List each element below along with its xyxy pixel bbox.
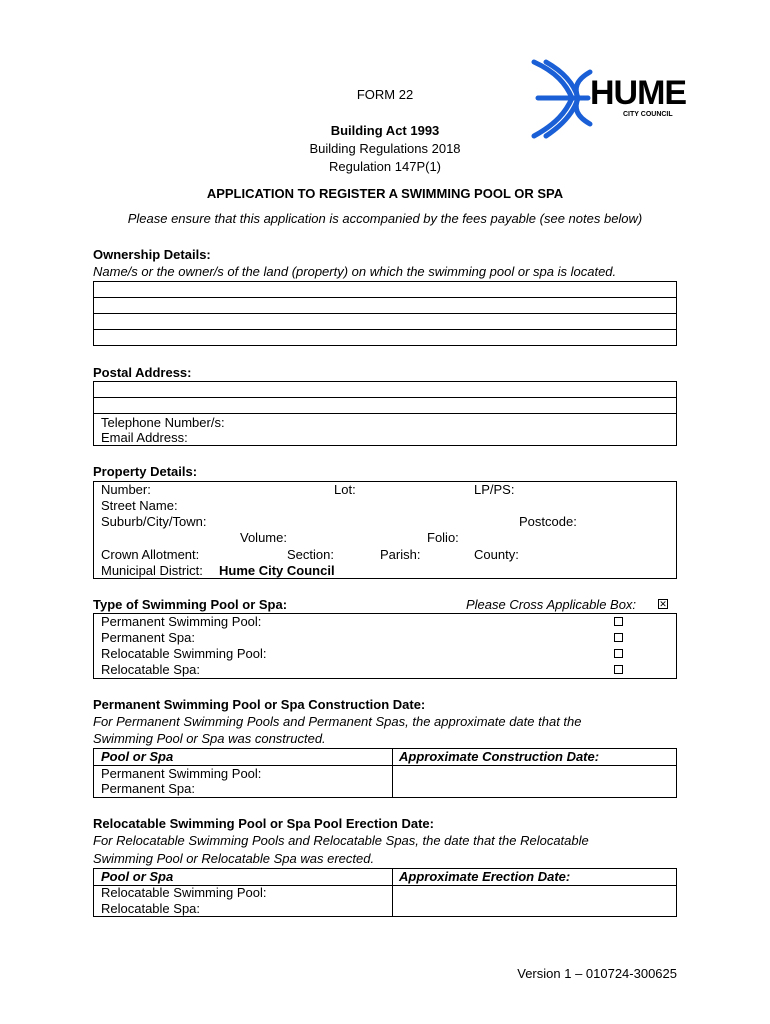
volume-label: Volume: (240, 530, 287, 545)
type-label-permanent-spa: Permanent Spa: (101, 630, 195, 645)
cross-note: Please Cross Applicable Box: (466, 597, 637, 612)
permanent-row-pool: Permanent Swimming Pool: (101, 766, 262, 781)
type-label-relocatable-pool: Relocatable Swimming Pool: (101, 646, 267, 661)
suburb-label: Suburb/City/Town: (101, 514, 207, 529)
owner-name-field-4[interactable] (94, 330, 676, 345)
relocatable-row-pool: Relocatable Swimming Pool: (101, 885, 267, 900)
permanent-date-title: Permanent Swimming Pool or Spa Construction Date: (93, 697, 426, 712)
regulation-number: Regulation 147P(1) (328, 159, 442, 174)
permanent-spa-checkbox[interactable] (614, 633, 623, 642)
ownership-title: Ownership Details: (93, 247, 211, 262)
owner-name-field-2[interactable] (94, 298, 676, 313)
relocatable-desc-1: For Relocatable Swimming Pools and Relocatable Spas, the date that the Relocatable (93, 833, 589, 848)
folio-label: Folio: (427, 530, 459, 545)
number-label: Number: (101, 482, 151, 497)
owner-name-field-1[interactable] (94, 282, 676, 297)
type-title: Type of Swimming Pool or Spa: (93, 597, 288, 612)
municipal-label: Municipal District: (101, 563, 203, 578)
version-footer: Version 1 – 010724-300625 (517, 966, 677, 981)
telephone-label: Telephone Number/s: (101, 415, 225, 430)
relocatable-pool-date-field[interactable] (392, 885, 676, 900)
relocatable-pool-checkbox[interactable] (614, 649, 623, 658)
permanent-desc-1: For Permanent Swimming Pools and Permanent Spas, the approximate date that the (93, 714, 582, 729)
property-title: Property Details: (93, 464, 198, 479)
parish-label: Parish: (380, 547, 421, 562)
type-label-permanent-pool: Permanent Swimming Pool: (101, 614, 262, 629)
permanent-pool-checkbox[interactable] (614, 617, 623, 626)
lpps-label: LP/PS: (474, 482, 515, 497)
postal-title: Postal Address: (93, 365, 192, 380)
cross-example-icon: ✕ (659, 599, 667, 609)
permanent-row-spa: Permanent Spa: (101, 781, 195, 796)
type-label-relocatable-spa: Relocatable Spa: (101, 662, 201, 677)
municipal-value: Hume City Council (219, 563, 335, 578)
relocatable-spa-checkbox[interactable] (614, 665, 623, 674)
fees-notice: Please ensure that this application is accompanied by the fees payable (see notes below) (127, 211, 643, 226)
owner-name-field-3[interactable] (94, 314, 676, 329)
relocatable-row-spa: Relocatable Spa: (101, 901, 201, 916)
logo-wordmark: HUME (590, 74, 687, 112)
permanent-spa-date-field[interactable] (392, 781, 676, 796)
ownership-description: Name/s or the owner/s of the land (property) on which the swimming pool or spa is located. (93, 264, 617, 279)
hume-logo (528, 58, 687, 140)
page-title: APPLICATION TO REGISTER A SWIMMING POOL OR SPA (206, 186, 564, 201)
permanent-col-pool: Pool or Spa (101, 749, 174, 764)
permanent-col-date: Approximate Construction Date: (399, 749, 600, 764)
logo-subtitle: CITY COUNCIL (623, 111, 673, 118)
relocatable-spa-date-field[interactable] (392, 901, 676, 916)
lot-label: Lot: (334, 482, 356, 497)
relocatable-desc-2: Swimming Pool or Relocatable Spa was erected. (93, 851, 375, 866)
regulations-title: Building Regulations 2018 (309, 141, 461, 156)
permanent-desc-2: Swimming Pool or Spa was constructed. (93, 731, 326, 746)
email-label: Email Address: (101, 430, 188, 445)
postcode-label: Postcode: (519, 514, 577, 529)
relocatable-col-pool: Pool or Spa (101, 869, 174, 884)
act-title: Building Act 1993 (330, 123, 440, 138)
relocatable-col-date: Approximate Erection Date: (399, 869, 571, 884)
postal-address-field-2[interactable] (94, 398, 676, 413)
permanent-pool-date-field[interactable] (392, 765, 676, 780)
street-label: Street Name: (101, 498, 178, 513)
county-label: County: (474, 547, 519, 562)
form-number: FORM 22 (356, 87, 414, 102)
section-label: Section: (287, 547, 334, 562)
postal-address-field-1[interactable] (94, 382, 676, 397)
relocatable-date-title: Relocatable Swimming Pool or Spa Pool Erection Date: (93, 816, 434, 831)
crown-allotment-label: Crown Allotment: (101, 547, 200, 562)
